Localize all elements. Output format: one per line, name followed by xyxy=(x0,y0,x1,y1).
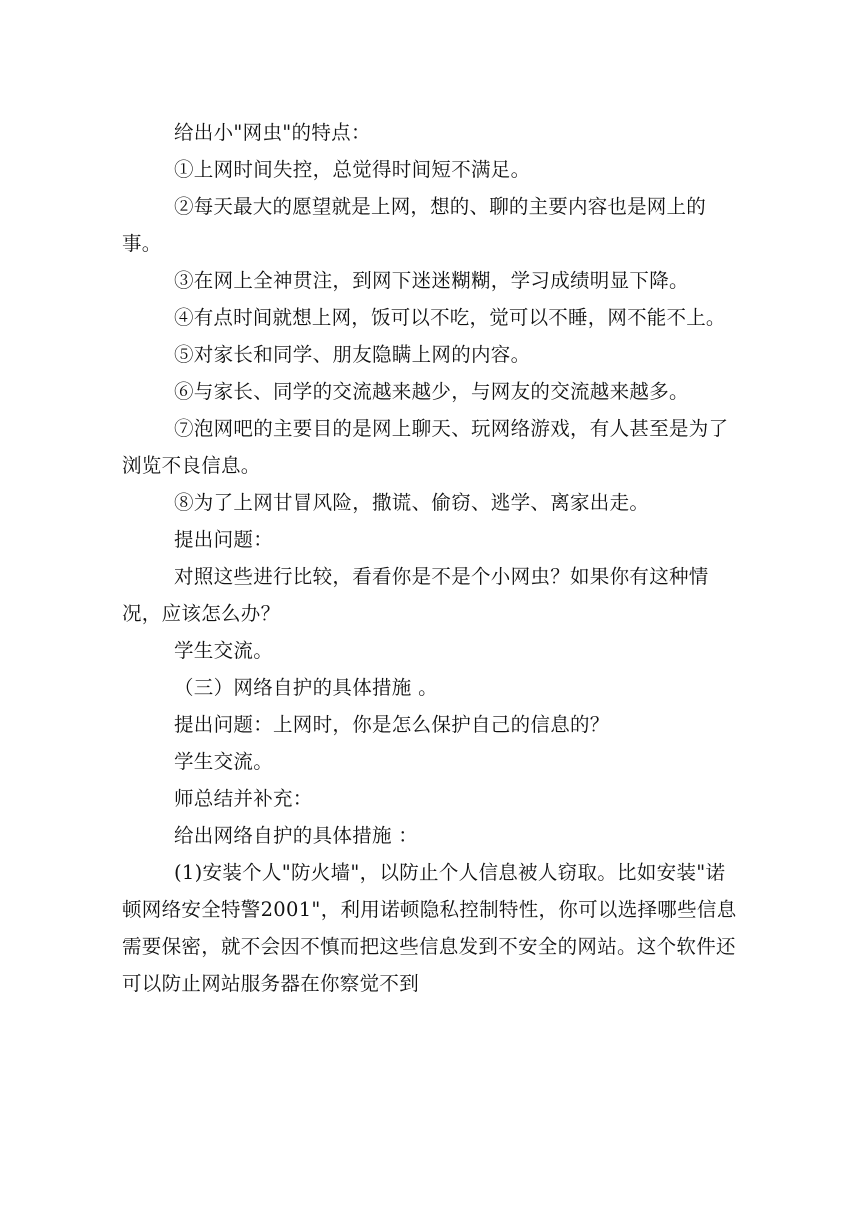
paragraph-measures-label: 给出网络自护的具体措施 ： xyxy=(174,824,419,847)
paragraph-question-compare: 对照这些进行比较，看看你是不是个小网虫？如果你有这种情况，应该怎么办？ xyxy=(122,565,709,625)
paragraph-trait-6: ⑥与家长、同学的交流越来越少，与网友的交流越来越多。 xyxy=(174,380,689,403)
paragraph-teacher-summary: 师总结并补充： xyxy=(174,787,313,810)
paragraph-student-discussion: 学生交流。 xyxy=(174,639,274,662)
document-body xyxy=(122,114,742,1002)
paragraph-heading-wangchong-traits: 给出小"网虫"的特点： xyxy=(174,121,371,144)
paragraph-trait-8: ⑧为了上网甘冒风险，撒谎、偷窃、逃学、离家出走。 xyxy=(174,491,650,514)
paragraph-question-protect: 提出问题：上网时，你是怎么保护自己的信息的？ xyxy=(174,713,610,736)
paragraph-trait-4: ④有点时间就想上网，饭可以不吃，觉可以不睡，网不能不上。 xyxy=(174,306,726,329)
paragraph-student-discussion-2: 学生交流。 xyxy=(174,750,274,773)
paragraph-question-label: 提出问题： xyxy=(174,528,274,551)
paragraph-measure-1: (1)安装个人"防火墙"，以防止个人信息被人窃取。比如安装"诺顿网络安全特警2001"，利用诺顿隐私控制特性，你可以选择哪些信息需要保密，就不会因不慎而把这些信息发到不安全的网站。这个软件还可以防止网站服务器在你察觉不到 xyxy=(122,861,737,995)
paragraph-trait-2: ②每天最大的愿望就是上网，想的、聊的主要内容也是网上的事。 xyxy=(122,195,706,255)
paragraph-trait-1: ①上网时间失控，总觉得时间短不满足。 xyxy=(174,158,531,181)
paragraph-trait-5: ⑤对家长和同学、朋友隐瞒上网的内容。 xyxy=(174,343,531,366)
paragraph-section-heading: （三）网络自护的具体措施 。 xyxy=(174,676,438,699)
paragraph-trait-3: ③在网上全神贯注，到网下迷迷糊糊，学习成绩明显下降。 xyxy=(174,269,689,292)
paragraph-trait-7: ⑦泡网吧的主要目的是网上聊天、玩网络游戏，有人甚至是为了浏览不良信息。 xyxy=(122,417,729,477)
